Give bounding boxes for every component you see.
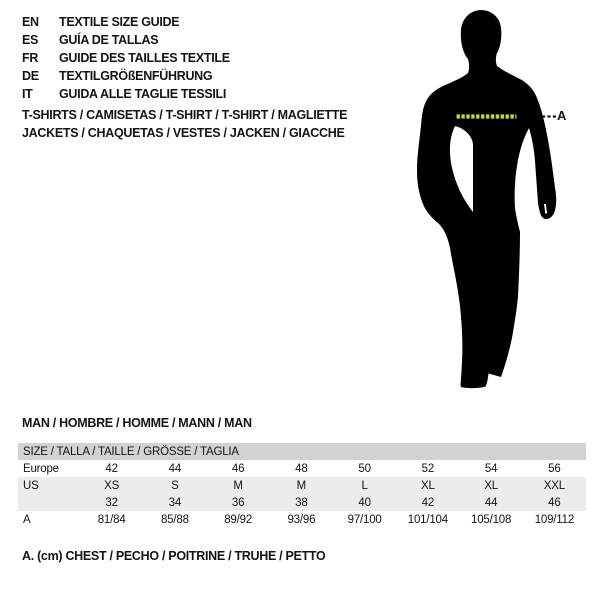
size-cell: 38 (270, 494, 333, 511)
row-label: A (23, 513, 31, 526)
measure-label-a: A (557, 108, 567, 123)
row-label (18, 494, 80, 511)
size-cell: 93/96 (287, 513, 316, 526)
category-line-tshirts: T-SHIRTS / CAMISETAS / T-SHIRT / T-SHIRT / MAGLIETTE (22, 108, 348, 122)
language-code: FR (22, 51, 39, 65)
size-cell: 52 (421, 462, 435, 475)
language-row (22, 31, 230, 49)
size-table (18, 443, 586, 528)
size-cell: 44 (168, 462, 182, 475)
row-label: US (18, 477, 80, 494)
size-cell: 36 (207, 494, 270, 511)
language-title: TEXTILE SIZE GUIDE (59, 15, 180, 29)
size-cell: 101/104 (407, 513, 448, 526)
language-title: GUIDE DES TAILLES TEXTILE (59, 51, 230, 65)
size-cell: 89/92 (224, 513, 253, 526)
language-code: ES (22, 33, 39, 47)
table-row-europe (18, 460, 586, 477)
size-cell: 97/100 (347, 513, 382, 526)
language-code: IT (22, 87, 33, 101)
size-cell: XXL (523, 477, 586, 494)
table-row-chest-cm (18, 511, 586, 528)
language-code: EN (22, 15, 39, 29)
size-cell: M (270, 477, 333, 494)
garment-categories (22, 107, 347, 142)
language-list (22, 13, 230, 103)
size-cell: XL (396, 477, 459, 494)
size-cell: 42 (396, 494, 459, 511)
language-row (22, 13, 230, 31)
size-cell: 109/112 (534, 513, 575, 526)
language-row (22, 85, 230, 103)
size-cell: 46 (523, 494, 586, 511)
row-label: Europe (23, 462, 59, 475)
size-cell: M (207, 477, 270, 494)
language-title: GUÍA DE TALLAS (59, 33, 159, 47)
size-cell: 34 (143, 494, 206, 511)
size-table-header: SIZE / TALLA / TAILLE / GRÖSSE / TAGLIA (18, 443, 586, 460)
size-cell: 46 (231, 462, 245, 475)
section-title-man: MAN / HOMBRE / HOMME / MANN / MAN (22, 416, 252, 430)
size-cell: 42 (105, 462, 118, 475)
size-cell: 48 (295, 462, 308, 475)
language-title: TEXTILGRÖßENFÜHRUNG (59, 69, 213, 83)
size-cell: 44 (460, 494, 523, 511)
size-cell: XS (80, 477, 143, 494)
size-cell: 85/88 (160, 513, 189, 526)
man-silhouette (417, 10, 556, 388)
measurement-footnote: A. (cm) CHEST / PECHO / POITRINE / TRUHE / PETTO (22, 549, 326, 563)
size-cell: XL (460, 477, 523, 494)
size-cell: 40 (333, 494, 396, 511)
language-code: DE (22, 69, 39, 83)
category-line-jackets: JACKETS / CHAQUETAS / VESTES / JACKEN / GIACCHE (22, 125, 345, 140)
table-row-us-letters (18, 477, 586, 494)
size-cell: 56 (548, 462, 561, 475)
size-table-header-row (18, 443, 586, 460)
size-guide-figure (415, 8, 565, 390)
table-row-us-numbers (18, 494, 586, 511)
size-cell: 81/84 (97, 513, 126, 526)
size-cell: S (143, 477, 206, 494)
size-cell: L (333, 477, 396, 494)
language-title: GUIDA ALLE TAGLIE TESSILI (59, 87, 227, 101)
size-cell: 50 (358, 462, 371, 475)
size-table-container (18, 443, 586, 528)
language-row (22, 67, 230, 85)
size-cell: 32 (80, 494, 143, 511)
language-row (22, 49, 230, 67)
man-silhouette-svg (415, 8, 565, 390)
size-cell: 105/108 (471, 513, 512, 526)
size-cell: 54 (484, 462, 498, 475)
